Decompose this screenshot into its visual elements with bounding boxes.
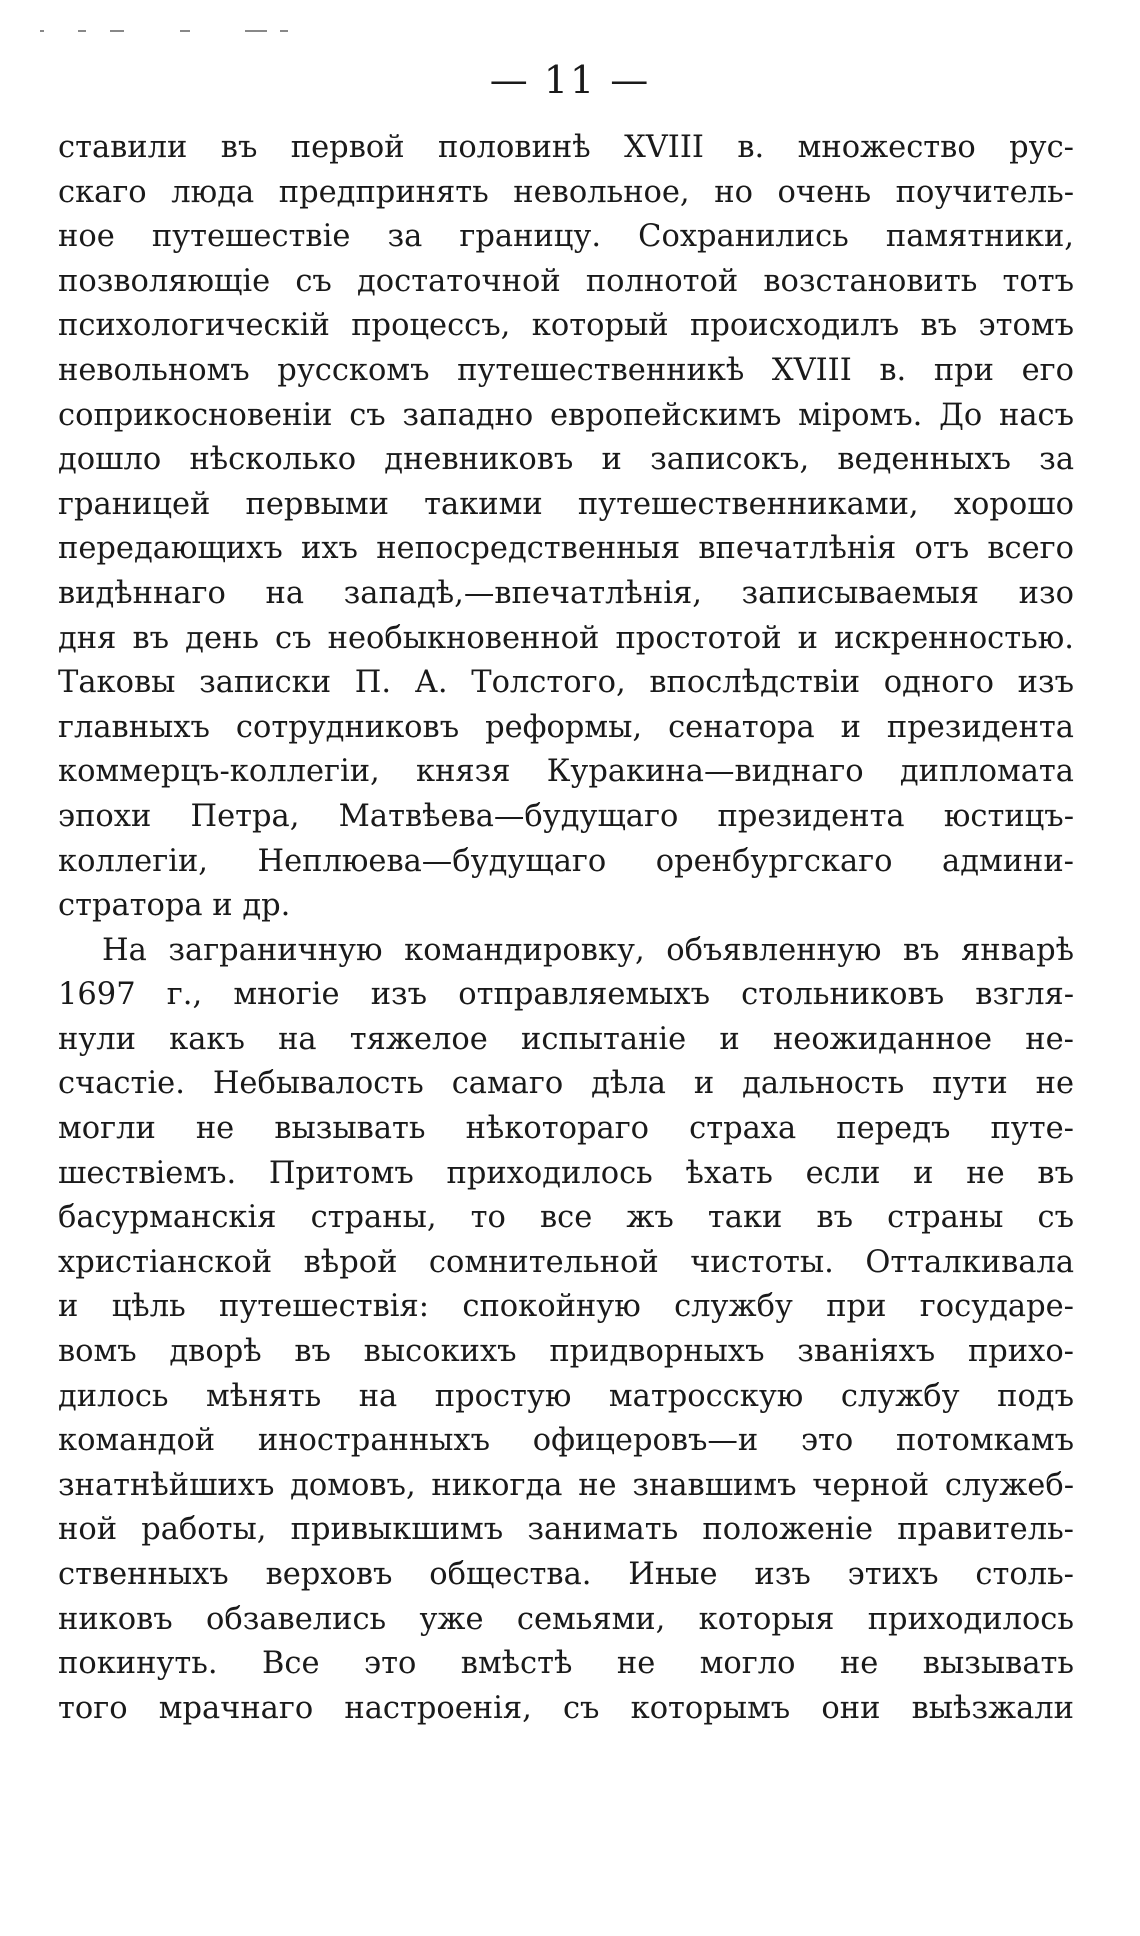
text-line: покинуть. Все это вмѣстѣ не могло не вызывать	[58, 1646, 1074, 1682]
scan-speck	[280, 30, 288, 32]
text-line: ставили въ первой половинѣ XVIII в. множество рус-	[58, 130, 1074, 165]
text-line: скаго люда предпринять невольное, но очень поучитель-	[58, 174, 1074, 210]
text-line: ной работы, привыкшимъ занимать положеніе правитель-	[58, 1512, 1074, 1548]
text-line: соприкосновеніи съ западно европейскимъ міромъ. До насъ	[58, 397, 1074, 433]
scan-speck	[40, 30, 44, 32]
text-line: басурманскія страны, то все жъ таки въ страны съ	[58, 1200, 1074, 1236]
text-line: 1697 г., многіе изъ отправляемыхъ стольниковъ взгля-	[58, 977, 1074, 1013]
text-line: видѣннаго на западѣ,—впечатлѣнія, записываемыя изо	[58, 575, 1074, 611]
text-line: христіанской вѣрой сомнительной чистоты. Отталкивала	[58, 1244, 1074, 1280]
text-line: Таковы записки П. А. Толстого, впослѣдствіи одного изъ	[58, 665, 1074, 701]
paragraph-2	[58, 929, 1074, 1732]
scan-speck	[180, 30, 190, 32]
text-line: стратора и др.	[58, 888, 291, 924]
text-line: На заграничную командировку, объявленную въ январѣ	[102, 932, 1074, 968]
text-line: невольномъ русскомъ путешественникѣ XVIII в. при его	[58, 352, 1074, 388]
text-line: главныхъ сотрудниковъ реформы, сенатора и президента	[58, 709, 1074, 745]
text-line: счастіе. Небывалость самаго дѣла и дальность пути не	[58, 1066, 1074, 1102]
text-line: и цѣль путешествія: спокойную службу при государе-	[58, 1289, 1074, 1325]
text-line: коллегіи, Неплюева—будущаго оренбургскаго админи-	[58, 843, 1074, 879]
text-line: знатнѣйшихъ домовъ, никогда не знавшимъ черной служеб-	[58, 1467, 1074, 1503]
text-line: командой иностранныхъ офицеровъ—и это потомкамъ	[58, 1423, 1074, 1459]
scan-speck	[110, 30, 124, 32]
text-line: того мрачнаго настроенія, съ которымъ они выѣзжали	[58, 1690, 1074, 1726]
text-line: ное путешествіе за границу. Сохранились памятники,	[58, 219, 1074, 255]
text-line: психологическій процессъ, который происходилъ въ этомъ	[58, 308, 1074, 344]
page-number: — 11 —	[489, 58, 651, 102]
scan-specks	[40, 30, 300, 38]
text-line: шествіемъ. Притомъ приходилось ѣхать если и не въ	[58, 1155, 1074, 1191]
scan-speck	[245, 30, 267, 32]
scan-speck	[78, 30, 86, 32]
page-body	[58, 126, 1074, 1731]
text-line: границей первыми такими путешественниками, хорошо	[58, 486, 1074, 522]
text-line: позволяющіе съ достаточной полнотой возстановить тотъ	[58, 263, 1074, 299]
text-line: дилось мѣнять на простую матросскую службу подъ	[58, 1378, 1074, 1414]
text-line: вомъ дворѣ въ высокихъ придворныхъ званіяхъ прихо-	[58, 1334, 1074, 1370]
text-line: ственныхъ верховъ общества. Иные изъ этихъ столь-	[58, 1557, 1074, 1592]
text-line: могли не вызывать нѣкотораго страха передъ путе-	[58, 1111, 1074, 1147]
text-line: нули какъ на тяжелое испытаніе и неожиданное не-	[58, 1021, 1074, 1057]
text-line: коммерцъ-коллегіи, князя Куракина—виднаго дипломата	[58, 754, 1074, 790]
text-line: дошло нѣсколько дневниковъ и записокъ, веденныхъ за	[58, 442, 1074, 478]
text-line: никовъ обзавелись уже семьями, которыя приходилось	[58, 1601, 1074, 1637]
text-line: передающихъ ихъ непосредственныя впечатлѣнія отъ всего	[58, 531, 1074, 567]
text-line: дня въ день съ необыкновенной простотой и искренностью.	[58, 620, 1074, 656]
paragraph-1	[58, 126, 1074, 929]
text-line: эпохи Петра, Матвѣева—будущаго президента юстицъ-	[58, 798, 1074, 834]
